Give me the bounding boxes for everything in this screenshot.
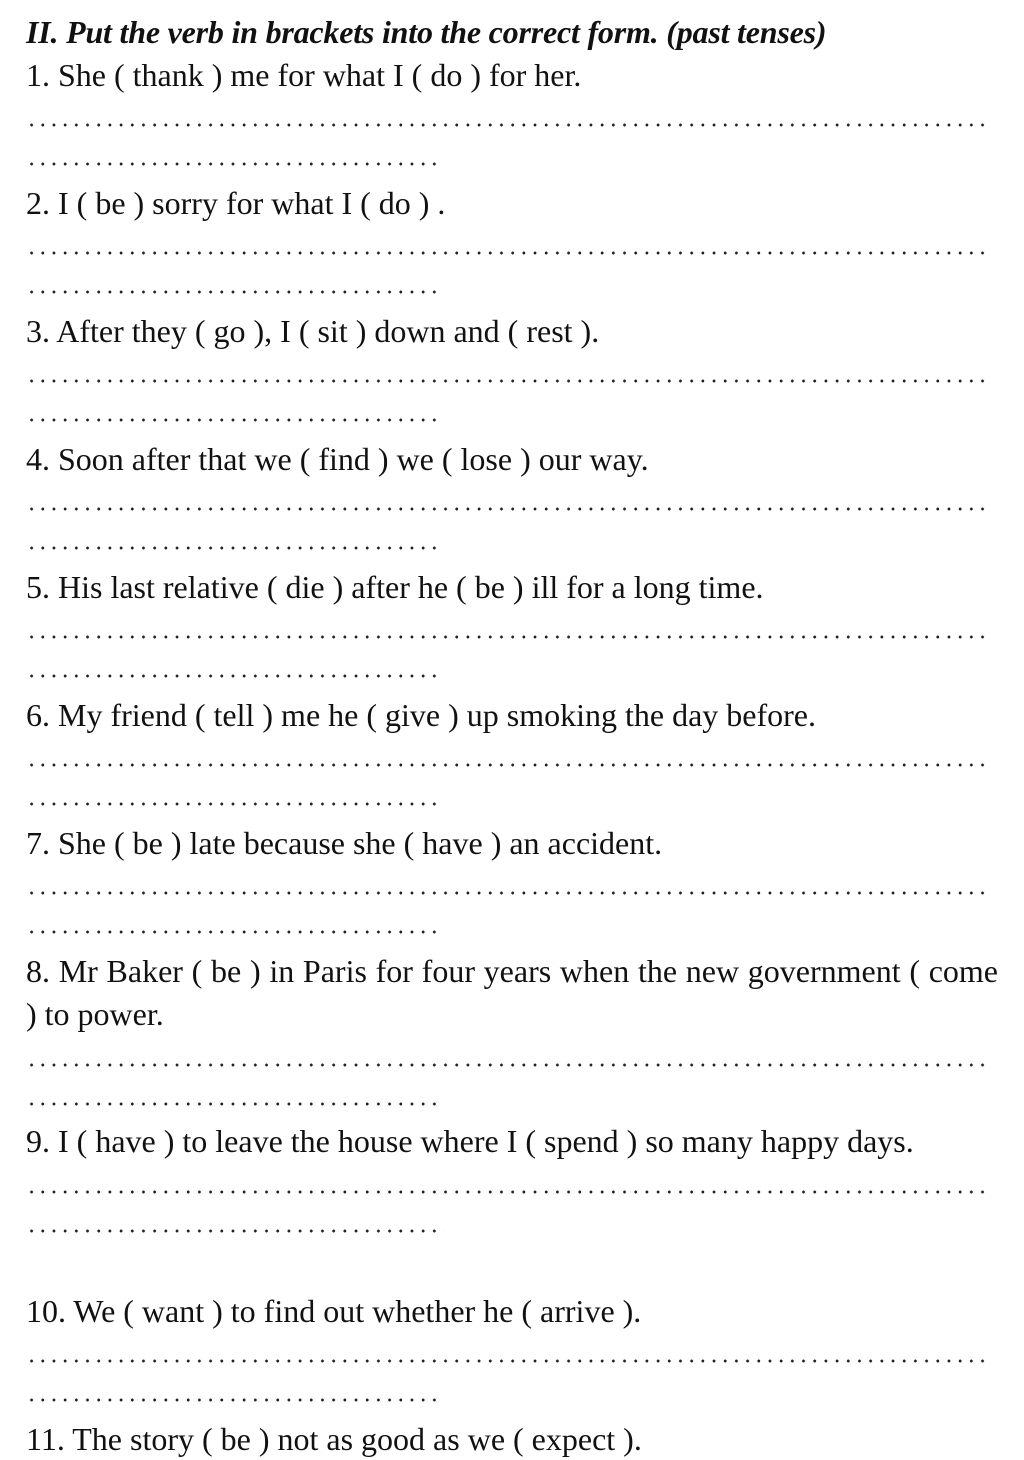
question-9	[26, 1120, 998, 1243]
question-4	[26, 438, 998, 560]
answer-line-1b[interactable]	[26, 136, 444, 176]
answer-line-1a[interactable]	[26, 96, 988, 136]
answer-line-9b[interactable]	[26, 1203, 444, 1243]
answer-line-5b[interactable]	[26, 648, 444, 688]
answer-line-7a[interactable]	[26, 864, 988, 904]
answer-line-7b[interactable]	[26, 904, 444, 944]
question-5-text: 5. His last relative ( die ) after he ( be ) ill for a long time.	[26, 569, 764, 605]
question-1-text: 1. She ( thank ) me for what I ( do ) for her.	[26, 57, 582, 93]
answer-line-6a[interactable]	[26, 736, 988, 776]
question-8-text: 8. Mr Baker ( be ) in Paris for four years when the new government ( come ) to power.	[26, 953, 998, 1032]
question-6	[26, 694, 998, 816]
answer-line-8a[interactable]	[26, 1036, 988, 1076]
question-7	[26, 822, 998, 944]
question-7-text: 7. She ( be ) late because she ( have ) an accident.	[26, 825, 663, 861]
answer-line-5a[interactable]	[26, 608, 988, 648]
exercise-title: II. Put the verb in brackets into the correct form. (past tenses)	[26, 14, 827, 50]
question-11	[26, 1418, 998, 1460]
answer-line-10a[interactable]	[26, 1332, 988, 1372]
question-1	[26, 54, 998, 176]
answer-line-10b[interactable]	[26, 1372, 444, 1412]
question-10	[26, 1290, 998, 1412]
question-9-text: 9. I ( have ) to leave the house where I ( spend ) so many happy days.	[26, 1123, 914, 1159]
answer-line-2a[interactable]	[26, 224, 988, 264]
answer-line-3a[interactable]	[26, 352, 988, 392]
answer-line-9a[interactable]	[26, 1163, 988, 1203]
answer-line-3b[interactable]	[26, 392, 444, 432]
question-6-text: 6. My friend ( tell ) me he ( give ) up smoking the day before.	[26, 697, 816, 733]
question-2	[26, 182, 998, 304]
question-11-text: 11. The story ( be ) not as good as we ( expect ).	[26, 1421, 642, 1457]
question-5	[26, 566, 998, 688]
question-3	[26, 310, 998, 432]
answer-line-8b[interactable]	[26, 1076, 444, 1116]
answer-line-4b[interactable]	[26, 520, 444, 560]
answer-line-6b[interactable]	[26, 776, 444, 816]
question-2-text: 2. I ( be ) sorry for what I ( do ) .	[26, 185, 446, 221]
question-4-text: 4. Soon after that we ( find ) we ( lose ) our way.	[26, 441, 649, 477]
question-8	[26, 950, 998, 1116]
question-3-text: 3. After they ( go ), I ( sit ) down and ( rest ).	[26, 313, 600, 349]
answer-line-2b[interactable]	[26, 264, 444, 304]
question-10-text: 10. We ( want ) to find out whether he ( arrive ).	[26, 1293, 642, 1329]
answer-line-4a[interactable]	[26, 480, 988, 520]
